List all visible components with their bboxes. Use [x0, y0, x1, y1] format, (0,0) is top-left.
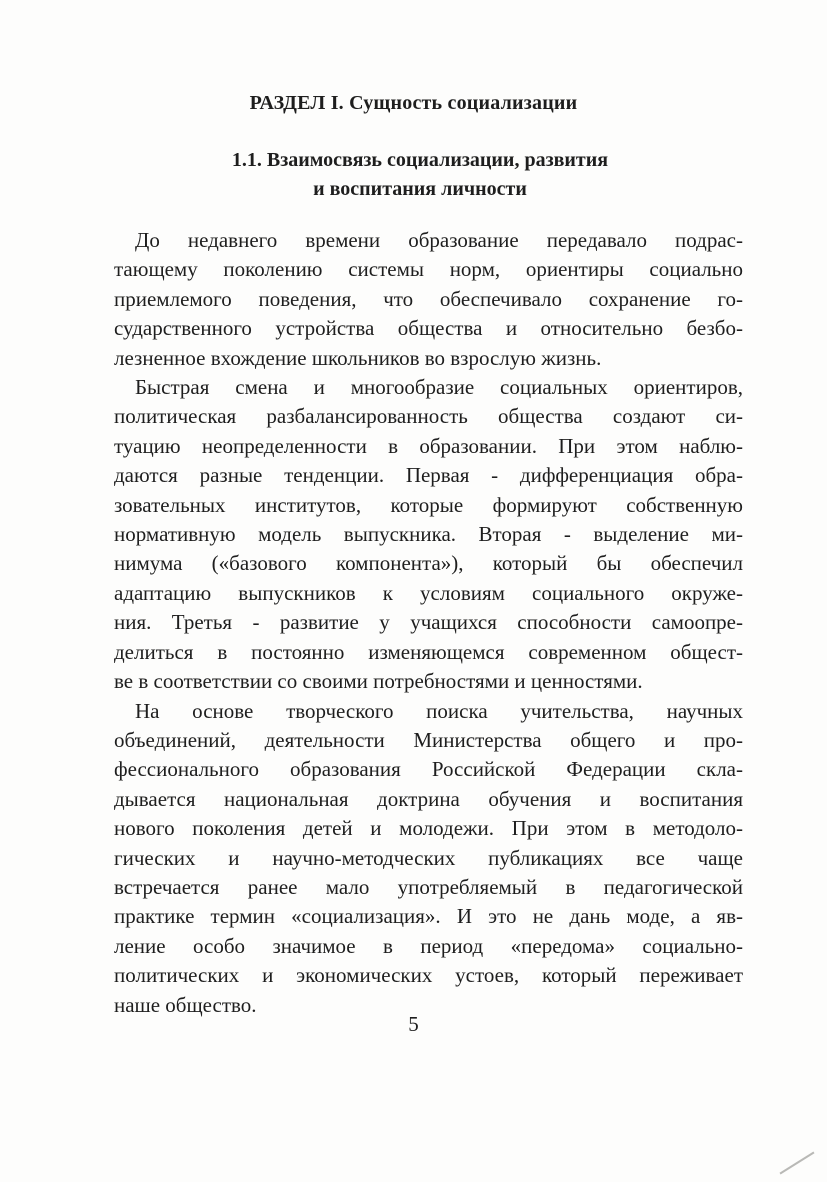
text-line: наше общество.: [114, 992, 257, 1017]
text-line: адаптацию выпускников к условиям социального окруже-: [114, 580, 743, 605]
text-line: сударственного устройства общества и относительно безбо-: [114, 316, 743, 341]
text-line: нормативную модель выпускника. Вторая - выделение ми-: [114, 522, 743, 547]
text-line: политических и экономических устоев, который переживает: [114, 963, 743, 988]
text-line: На основе творческого поиска учительства, научных: [135, 698, 743, 723]
section-heading: РАЗДЕЛ I. Сущность социализации: [249, 92, 578, 114]
text-line: политическая разбалансированность общества создают си-: [114, 404, 743, 429]
text-line: туацию неопределенности в образовании. При этом наблю-: [114, 433, 743, 458]
text-line: даются разные тенденции. Первая - дифференциация обра-: [114, 463, 743, 488]
text-line: практике термин «социализация». И это не дань моде, а яв-: [114, 904, 743, 929]
text-line: ве в соответствии со своими потребностями и ценностями.: [114, 669, 643, 694]
text-line: Быстрая смена и многообразие социальных ориентиров,: [135, 375, 743, 400]
text-line: дывается национальная доктрина обучения и воспитания: [114, 786, 743, 811]
subsection-heading-line-1: 1.1. Взаимосвязь социализации, развития: [231, 149, 609, 171]
text-line: объединений, деятельности Министерства общего и про-: [114, 727, 743, 752]
text-line: лезненное вхождение школьников во взрослую жизнь.: [114, 345, 602, 370]
page-number: 5: [408, 1012, 419, 1036]
text-line: гических и научно-методческих публикациях все чаще: [114, 845, 743, 870]
text-line: До недавнего времени образование передавало подрас-: [135, 228, 743, 252]
body-text: [114, 226, 743, 1020]
text-line: нового поколения детей и молодежи. При этом в методоло-: [114, 816, 743, 841]
text-line: встречается ранее мало употребляемый в педагогической: [114, 874, 743, 899]
text-line: ния. Третья - развитие у учащихся способности самоопре-: [114, 610, 743, 635]
text-line: приемлемого поведения, что обеспечивало сохранение го-: [114, 286, 743, 311]
subsection-heading: [150, 146, 690, 204]
subsection-heading-line-2: и воспитания личности: [313, 178, 527, 200]
text-line: фессионального образования Российской Федерации скла-: [114, 757, 743, 782]
text-line: делиться в постоянно изменяющемся современном общест-: [114, 639, 743, 664]
text-line: нимума («базового компонента»), который бы обеспечил: [114, 551, 743, 576]
scan-artifact: [780, 1152, 815, 1175]
text-line: ление особо значимое в период «передома» социально-: [114, 933, 743, 958]
text-line: зовательных институтов, которые формируют собственную: [114, 492, 743, 517]
text-line: тающему поколению системы норм, ориентиры социально: [114, 257, 743, 282]
